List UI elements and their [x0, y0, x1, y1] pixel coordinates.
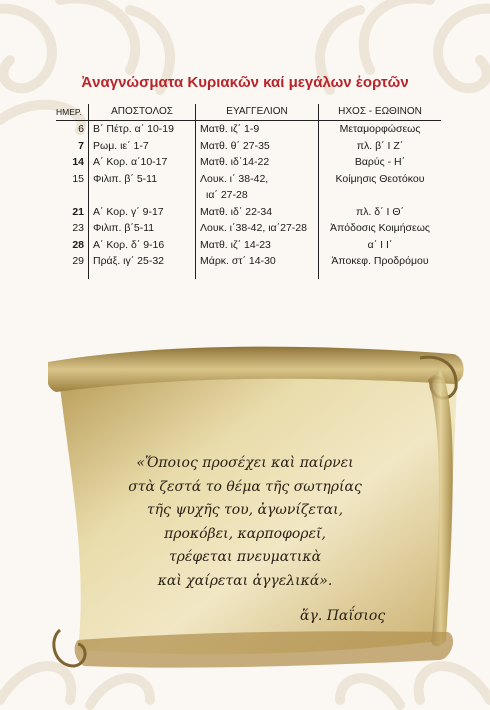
quote-line: τρέφεται πνευματικὰ — [168, 549, 322, 565]
quote-author: ἅγ. Παΐσιος — [300, 608, 386, 624]
cell-apostle: Φιλιπ. β΄5-11 — [89, 220, 196, 237]
table-row — [56, 237, 441, 254]
cell-day: 14 — [56, 154, 89, 171]
cell-apostle: Φιλιπ. β΄ 5-11 — [89, 171, 196, 188]
cell-tone: Κοίμησις Θεοτόκου — [335, 172, 425, 185]
cell-day: 6 — [56, 121, 89, 138]
table-header-row — [56, 104, 441, 121]
cell-tone: Ἀπόδοσις Κοιμήσεως — [330, 222, 430, 234]
header-tone: ΗΧΟΣ - ΕΩΘΙΝΟΝ — [319, 104, 442, 121]
cell-day: 7 — [56, 138, 89, 155]
cell-day: 28 — [56, 237, 89, 254]
table-row — [56, 121, 441, 138]
cell-tone: Ἀποκεφ. Προδρόμου — [331, 255, 429, 267]
cell-gospel: Μάρκ. στ΄ 14-30 — [196, 253, 319, 279]
cell-day: 29 — [56, 253, 89, 279]
table-row — [56, 187, 441, 204]
quote-line: προκόβει, καρποφορεῖ, — [164, 525, 326, 542]
cell-gospel: Λουκ. ι΄38-42, ια΄27-28 — [196, 220, 319, 237]
header-day: ΗΜΕΡ. — [56, 104, 89, 121]
header-apostle: ΑΠΟΣΤΟΛΟΣ — [89, 104, 196, 121]
cell-gospel: Ματθ. ιζ΄ 1-9 — [196, 121, 319, 138]
quote-line: στὰ ζεστά το θέμα τῆς σωτηρίας — [128, 478, 362, 495]
cell-day — [56, 187, 89, 204]
cell-tone: α΄ Ι Ι΄ — [367, 238, 393, 251]
cell-apostle: Ρωμ. ιε΄ 1-7 — [89, 138, 196, 155]
cell-apostle — [89, 187, 196, 204]
cell-tone: Βαρύς - Η΄ — [354, 156, 406, 168]
cell-gospel: Ματθ. θ΄ 27-35 — [196, 138, 319, 155]
cell-apostle: Πράξ. ιγ΄ 25-32 — [89, 253, 196, 279]
table-row — [56, 220, 441, 237]
page-title: Ἀναγνώσματα Κυριακῶν καί μεγάλων ἑορτῶν — [81, 74, 409, 91]
cell-day: 21 — [56, 204, 89, 221]
header-gospel: ΕΥΑΓΓΕΛΙΟΝ — [196, 104, 319, 121]
cell-gospel: Ματθ. ιδ΄ 22-34 — [196, 204, 319, 221]
cell-apostle: Α΄ Κορ. γ΄ 9-17 — [89, 204, 196, 221]
table-row — [56, 154, 441, 171]
cell-apostle: Α΄ Κορ. δ΄ 9-16 — [89, 237, 196, 254]
cell-gospel: ια΄ 27-28 — [196, 187, 319, 204]
quote-line: «Ὅποιος προσέχει καὶ παίρνει — [136, 455, 354, 471]
table-row — [56, 138, 441, 155]
cell-apostle: Β΄ Πέτρ. α΄ 10-19 — [89, 121, 196, 138]
cell-tone: Μεταμορφώσεως — [339, 123, 421, 135]
readings-table — [56, 104, 441, 279]
table-row — [56, 204, 441, 221]
cell-gospel: Ματθ. ιζ΄ 14-23 — [196, 237, 319, 254]
quote-line: καὶ χαίρεται ἀγγελικά». — [157, 572, 333, 589]
cell-day: 15 — [56, 171, 89, 188]
cell-day: 23 — [56, 220, 89, 237]
quote-line: τῆς ψυχῆς του, ἀγωνίζεται, — [146, 502, 344, 518]
cell-tone: πλ. δ΄ Ι Θ΄ — [355, 205, 405, 218]
cell-gospel: Ματθ. ιδ΄14-22 — [196, 154, 319, 171]
floral-ornament-top-right — [290, 0, 490, 110]
cell-gospel: Λουκ. ι΄ 38-42, — [196, 171, 319, 188]
table-row — [56, 253, 441, 279]
table-row — [56, 171, 441, 188]
cell-tone — [319, 187, 442, 204]
cell-apostle: Α΄ Κορ. α΄10-17 — [89, 154, 196, 171]
quote-block — [95, 452, 395, 593]
cell-tone: πλ. β΄ Ι Ζ΄ — [356, 139, 404, 152]
